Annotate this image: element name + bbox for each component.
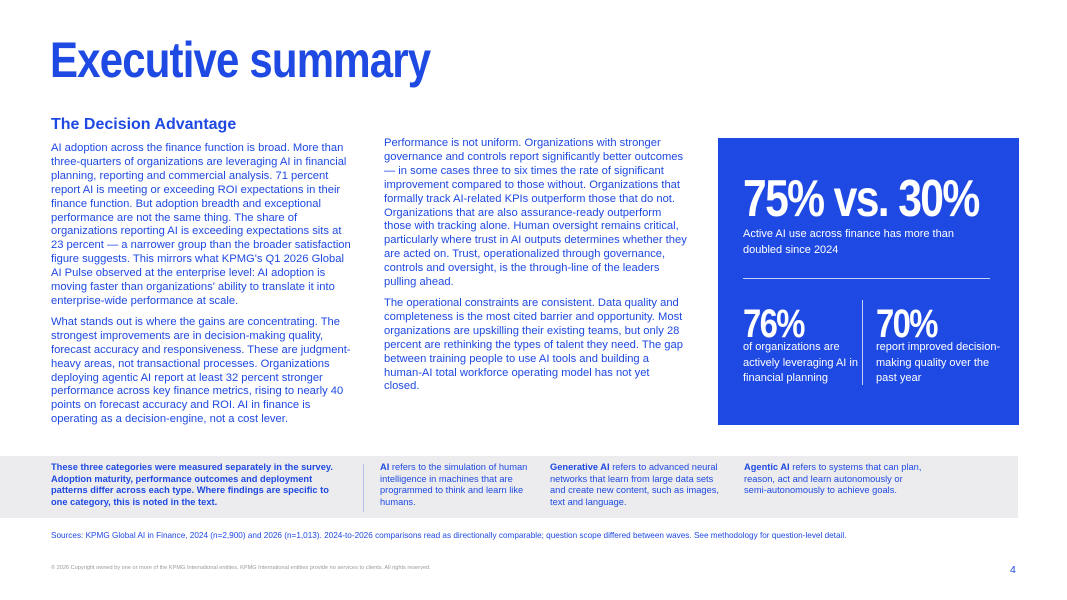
definition-agentic-ai-text: refers to systems that can plan, reason, act and learn autonomously or semi-autonomously to achieve goals.	[744, 462, 922, 496]
adoption-stat-value: 76%	[743, 302, 804, 346]
section-subtitle: The Decision Advantage	[51, 116, 237, 133]
stats-divider-vertical	[862, 300, 863, 385]
page-number: 4	[1010, 564, 1016, 576]
definition-agentic-ai-term: Agentic AI	[744, 462, 790, 472]
definition-generative-ai-term: Generative AI	[550, 462, 610, 472]
definitions-band	[0, 456, 1018, 518]
left-paragraph-2: What stands out is where the gains are concentrating. The strongest improvements are in decision-making quality, forecast accuracy and responsiveness. These are judgment-heavy areas, not transactional processes. Organizations deploying agentic AI report at least 32 percent stronger performance across key finance metrics, rising to nearly 40 points on forecast accuracy and ROI. AI in finance is operating as a decision-engine, not a cost lever.	[51, 315, 351, 426]
decision-stat-value: 70%	[876, 302, 937, 346]
middle-text-column	[384, 137, 688, 401]
middle-paragraph-1: Performance is not uniform. Organizations with stronger governance and controls report significantly better outcomes — in some cases three to six times the rate of significant improvement compared to those without. Organizations that formally track AI-related KPIs outperform those that do not. Organizations that are also assurance-ready outperform those with tracking alone. Human oversight remains critical, particularly where trust in AI outputs determines whether they are acted on. Trust, operationalized through governance, controls and oversight, is the through-line of the leaders pulling ahead.	[384, 137, 687, 289]
definitions-note: These three categories were measured separately in the survey. Adoption maturity, performance outcomes and deployment patterns differ across each type. Where findings are specific to one category, this is noted in the text.	[51, 462, 333, 507]
definition-ai-term: AI	[380, 462, 390, 472]
hero-stat-value: 75% vs. 30%	[743, 170, 979, 228]
definitions-divider	[363, 464, 364, 512]
page-title: Executive summary	[50, 32, 431, 88]
left-paragraph-1: AI adoption across the finance function is broad. More than three-quarters of organizations are leveraging AI in financial planning, reporting and commercial analysis. 71 percent report AI is meeting or exceeding ROI expectations in their finance function. But adoption breadth and exceptional performance are not the same thing. The share of organizations reporting AI is exceeding expectations sits at 23 percent — a narrower group than the broader satisfaction figure suggests. This mirrors what KPMG's Q1 2026 Global AI Pulse observed at the enterprise level: AI adoption is moving faster than organizations' ability to translate it into enterprise-wide performance at scale.	[51, 142, 351, 307]
key-stats-panel	[718, 138, 1019, 425]
decision-stat-label: report improved decision-making quality over the past year	[876, 341, 1001, 384]
definition-generative-ai	[550, 462, 722, 508]
adoption-stat-label: of organizations are actively leveraging AI in financial planning	[743, 341, 858, 384]
copyright-notice: © 2026 Copyright owned by one or more of the KPMG International entities. KPMG International entities provide no services to clients. All rights reserved.	[51, 565, 431, 571]
hero-stat-label: Active AI use across finance has more than doubled since 2024	[743, 228, 954, 256]
definition-generative-ai-text: refers to advanced neural networks that learn from large data sets and create new content, such as images, text and language.	[550, 462, 719, 507]
definition-ai-text: refers to the simulation of human intelligence in machines that are programmed to think and learn like humans.	[380, 462, 528, 507]
sources-note: Sources: KPMG Global AI in Finance, 2024 (n=2,900) and 2026 (n=1,013). 2024-to-2026 comparisons read as directionally comparable; question scope differed between waves. See methodology for question-level detail.	[51, 531, 847, 540]
definition-agentic-ai	[744, 462, 924, 497]
middle-paragraph-2: The operational constraints are consistent. Data quality and completeness is the most cited barrier and opportunity. Most organizations are upskilling their existing teams, but only 28 percent are rethinking the types of talent they need. The gap between training people to use AI tools and building a human-AI total workforce operating model has not yet closed.	[384, 296, 683, 393]
stats-divider-horizontal	[743, 278, 990, 279]
definition-ai	[380, 462, 532, 508]
left-text-column	[51, 142, 355, 434]
